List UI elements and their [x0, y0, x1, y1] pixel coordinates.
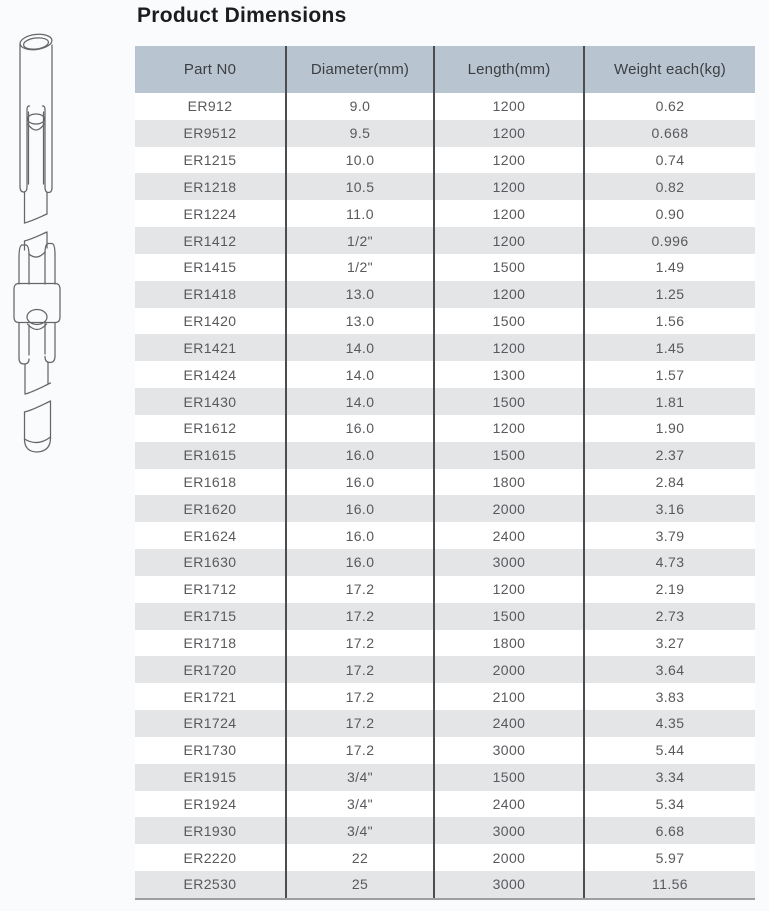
weight-cell: 4.73 — [583, 549, 755, 576]
weight-cell: 3.83 — [583, 683, 755, 710]
table-row — [135, 683, 755, 710]
table-row — [135, 388, 755, 415]
earth-rod-drawing — [5, 26, 125, 461]
part-no-cell: ER1215 — [183, 152, 237, 169]
part-no-cell: ER1620 — [183, 500, 237, 517]
weight-cell: 0.62 — [583, 93, 755, 120]
table-row — [135, 603, 755, 630]
weight-cell: 1.45 — [583, 334, 755, 361]
table-row — [135, 200, 755, 227]
length-cell: 1500 — [433, 388, 583, 415]
weight-cell: 2.73 — [583, 603, 755, 630]
table-row — [135, 764, 755, 791]
table-row — [135, 817, 755, 844]
diameter-cell: 16.0 — [285, 442, 433, 469]
part-no-cell: ER1412 — [183, 232, 237, 249]
diameter-cell: 9.0 — [285, 93, 433, 120]
diameter-cell: 17.2 — [285, 656, 433, 683]
weight-cell: 3.34 — [583, 764, 755, 791]
table-row — [135, 227, 755, 254]
table-header-row — [135, 46, 755, 93]
part-no-cell: ER1730 — [183, 742, 237, 759]
length-cell: 1800 — [433, 469, 583, 496]
part-no-cell: ER1612 — [183, 420, 237, 437]
part-no-cell: ER1721 — [183, 688, 237, 705]
part-no-cell: ER1715 — [183, 608, 237, 625]
table-row — [135, 173, 755, 200]
product-dimensions-table — [135, 46, 755, 900]
length-cell: 1500 — [433, 603, 583, 630]
weight-cell: 2.84 — [583, 469, 755, 496]
length-cell: 3000 — [433, 737, 583, 764]
table-row — [135, 871, 755, 898]
part-no-cell: ER1615 — [183, 447, 237, 464]
weight-cell: 0.996 — [583, 227, 755, 254]
diameter-cell: 16.0 — [285, 549, 433, 576]
page-title: Product Dimensions — [137, 4, 347, 27]
weight-cell: 3.79 — [583, 522, 755, 549]
diameter-cell: 17.2 — [285, 603, 433, 630]
length-cell: 1500 — [433, 442, 583, 469]
diameter-cell: 25 — [285, 871, 433, 898]
diameter-cell: 16.0 — [285, 495, 433, 522]
diameter-cell: 1/2" — [285, 254, 433, 281]
table-row — [135, 844, 755, 871]
column-header: Part N0 — [183, 61, 237, 78]
table-row — [135, 522, 755, 549]
length-cell: 2000 — [433, 656, 583, 683]
length-cell: 1200 — [433, 120, 583, 147]
table-row — [135, 737, 755, 764]
weight-cell: 5.44 — [583, 737, 755, 764]
length-cell: 2100 — [433, 683, 583, 710]
table-row — [135, 415, 755, 442]
diameter-cell: 14.0 — [285, 334, 433, 361]
part-no-cell: ER1415 — [183, 259, 237, 276]
diameter-cell: 17.2 — [285, 576, 433, 603]
length-cell: 2000 — [433, 495, 583, 522]
length-cell: 1500 — [433, 254, 583, 281]
length-cell: 1200 — [433, 173, 583, 200]
table-row — [135, 147, 755, 174]
weight-cell: 1.81 — [583, 388, 755, 415]
length-cell: 2000 — [433, 844, 583, 871]
diameter-cell: 11.0 — [285, 200, 433, 227]
length-cell: 1200 — [433, 227, 583, 254]
table-row — [135, 254, 755, 281]
diameter-cell: 1/2" — [285, 227, 433, 254]
diameter-cell: 13.0 — [285, 308, 433, 335]
weight-cell: 6.68 — [583, 817, 755, 844]
part-no-cell: ER1630 — [183, 554, 237, 571]
weight-cell: 1.25 — [583, 281, 755, 308]
length-cell: 1200 — [433, 281, 583, 308]
part-no-cell: ER1915 — [183, 769, 237, 786]
diameter-cell: 3/4" — [285, 817, 433, 844]
length-cell: 1300 — [433, 361, 583, 388]
diameter-cell: 17.2 — [285, 683, 433, 710]
part-no-cell: ER1718 — [183, 634, 237, 651]
table-row — [135, 710, 755, 737]
table-row — [135, 361, 755, 388]
diameter-cell: 22 — [285, 844, 433, 871]
table-row — [135, 93, 755, 120]
diameter-cell: 3/4" — [285, 791, 433, 818]
table-row — [135, 656, 755, 683]
length-cell: 3000 — [433, 817, 583, 844]
diameter-cell: 17.2 — [285, 737, 433, 764]
diameter-cell: 14.0 — [285, 361, 433, 388]
weight-cell: 0.82 — [583, 173, 755, 200]
table-body — [135, 93, 755, 900]
diameter-cell: 10.5 — [285, 173, 433, 200]
weight-cell: 3.16 — [583, 495, 755, 522]
part-no-cell: ER1618 — [183, 474, 237, 490]
weight-cell: 5.34 — [583, 791, 755, 818]
weight-cell: 0.74 — [583, 147, 755, 174]
part-no-cell: ER1430 — [183, 393, 237, 410]
part-no-cell: ER912 — [187, 98, 233, 115]
table-row — [135, 791, 755, 818]
weight-cell: 3.64 — [583, 656, 755, 683]
part-no-cell: ER1624 — [183, 527, 237, 544]
length-cell: 1200 — [433, 576, 583, 603]
part-no-cell: ER1724 — [183, 715, 237, 732]
length-cell: 2400 — [433, 710, 583, 737]
part-no-cell: ER1424 — [183, 366, 237, 383]
weight-cell: 4.35 — [583, 710, 755, 737]
part-no-cell: ER2220 — [183, 849, 237, 866]
part-no-cell: ER1720 — [183, 661, 237, 678]
column-header: Diameter(mm) — [285, 46, 433, 93]
weight-cell: 11.56 — [583, 871, 755, 898]
part-no-cell: ER1924 — [183, 795, 237, 812]
diameter-cell: 10.0 — [285, 147, 433, 174]
weight-cell: 1.49 — [583, 254, 755, 281]
table-row — [135, 495, 755, 522]
weight-cell: 2.37 — [583, 442, 755, 469]
weight-cell: 1.56 — [583, 308, 755, 335]
diameter-cell: 17.2 — [285, 710, 433, 737]
weight-cell: 3.27 — [583, 630, 755, 657]
table-row — [135, 120, 755, 147]
diameter-cell: 17.2 — [285, 630, 433, 657]
diameter-cell: 16.0 — [285, 469, 433, 496]
column-header: Weight each(kg) — [583, 46, 755, 93]
part-no-cell: ER1218 — [183, 178, 237, 195]
part-no-cell: ER1930 — [183, 822, 237, 839]
part-no-cell: ER1712 — [183, 581, 237, 598]
length-cell: 1800 — [433, 630, 583, 657]
table-row — [135, 630, 755, 657]
diameter-cell: 16.0 — [285, 522, 433, 549]
part-no-cell: ER1224 — [183, 205, 237, 222]
diameter-cell: 9.5 — [285, 120, 433, 147]
part-no-cell: ER1418 — [183, 286, 237, 303]
diameter-cell: 3/4" — [285, 764, 433, 791]
length-cell: 2400 — [433, 791, 583, 818]
weight-cell: 5.97 — [583, 844, 755, 871]
table-row — [135, 442, 755, 469]
length-cell: 1200 — [433, 415, 583, 442]
part-no-cell: ER2530 — [183, 876, 237, 893]
weight-cell: 0.668 — [583, 120, 755, 147]
length-cell: 1200 — [433, 200, 583, 227]
table-row — [135, 576, 755, 603]
diameter-cell: 14.0 — [285, 388, 433, 415]
table-row — [135, 308, 755, 335]
length-cell: 3000 — [433, 871, 583, 898]
weight-cell: 2.19 — [583, 576, 755, 603]
length-cell: 2400 — [433, 522, 583, 549]
diameter-cell: 16.0 — [285, 415, 433, 442]
weight-cell: 0.90 — [583, 200, 755, 227]
part-no-cell: ER9512 — [183, 125, 237, 142]
length-cell: 1500 — [433, 308, 583, 335]
length-cell: 1200 — [433, 147, 583, 174]
length-cell: 1200 — [433, 334, 583, 361]
table-row — [135, 469, 755, 496]
table-row — [135, 549, 755, 576]
diameter-cell: 13.0 — [285, 281, 433, 308]
weight-cell: 1.57 — [583, 361, 755, 388]
part-no-cell: ER1421 — [183, 339, 237, 356]
weight-cell: 1.90 — [583, 415, 755, 442]
length-cell: 1200 — [433, 93, 583, 120]
length-cell: 1500 — [433, 764, 583, 791]
table-row — [135, 334, 755, 361]
part-no-cell: ER1420 — [183, 313, 237, 330]
column-header: Length(mm) — [433, 46, 583, 93]
length-cell: 3000 — [433, 549, 583, 576]
table-row — [135, 281, 755, 308]
